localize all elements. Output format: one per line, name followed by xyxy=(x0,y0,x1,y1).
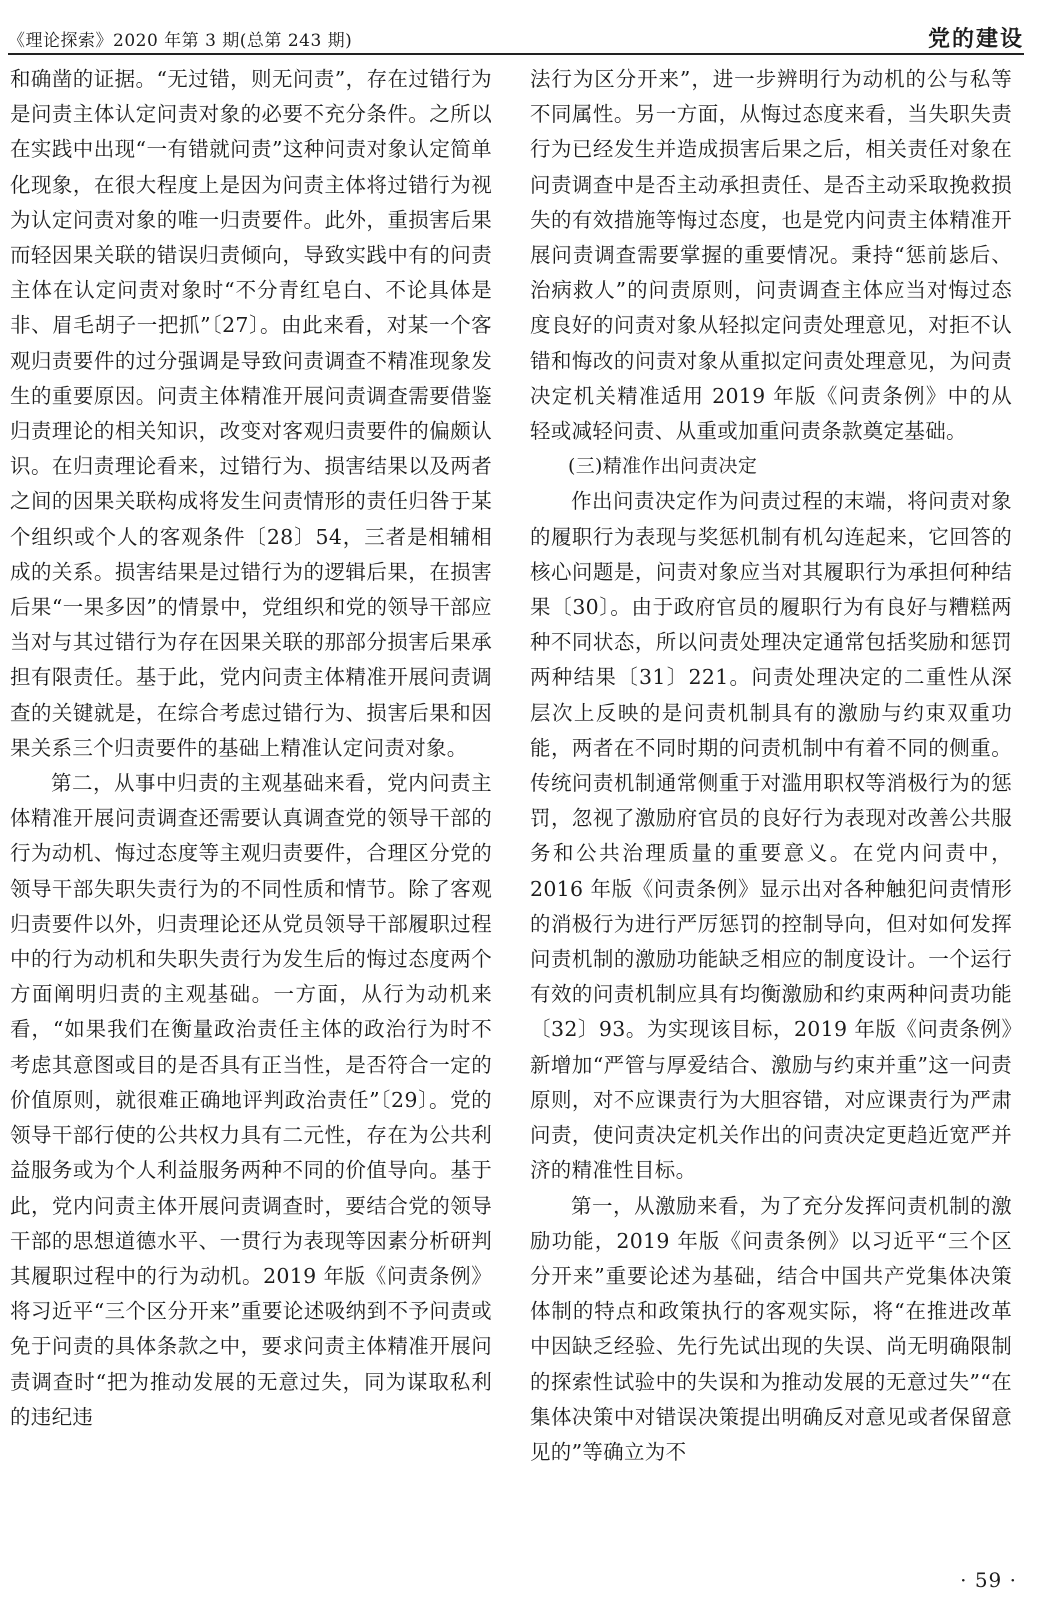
paragraph: 和确凿的证据。“无过错，则无问责”，存在过错行为是问责主体认定问责对象的必要不充分条件。之所以在实践中出现“一有错就问责”这种问责对象认定简单化现象，在很大程度上是因为问责主体将过错行为视为认定问责对象的唯一归责要件。此外，重损害后果而轻因果关联的错误归责倾向，导致实践中有的问责主体在认定问责对象时“不分青红皂白、不论具体是非、眉毛胡子一把抓”〔27〕。由此来看，对某一个客观归责要件的过分强调是导致问责调查不精准现象发生的重要原因。问责主体精准开展问责调查需要借鉴归责理论的相关知识，改变对客观归责要件的偏颇认识。在归责理论看来，过错行为、损害结果以及两者之间的因果关联构成将发生问责情形的责任归咎于某个组织或个人的客观条件〔28〕54，三者是相辅相成的关系。损害结果是过错行为的逻辑后果，在损害后果“一果多因”的情景中，党组织和党的领导干部应当对与其过错行为存在因果关联的那部分损害后果承担有限责任。基于此，党内问责主体精准开展问责调查的关键就是，在综合考虑过错行为、损害后果和因果关系三个归责要件的基础上精准认定问责对象。 xyxy=(10,67,492,760)
page-number: · 59 · xyxy=(960,1568,1017,1592)
paragraph: 第二，从事中归责的主观基础来看，党内问责主体精准开展问责调查还需要认真调查党的领导干部的行为动机、悔过态度等主观归责要件，合理区分党的领导干部失职失责行为的不同性质和情节。除了客观归责要件以外，归责理论还从党员领导干部履职过程中的行为动机和失职失责行为发生后的悔过态度两个方面阐明归责的主观基础。一方面，从行为动机来看，“如果我们在衡量政治责任主体的政治行为时不考虑其意图或目的是否具有正当性，是否符合一定的价值原则，就很难正确地评判政治责任”〔29〕。党的领导干部行使的公共权力具有二元性，存在为公共利益服务或为个人利益服务两种不同的价值导向。基于此，党内问责主体开展问责调查时，要结合党的领导干部的思想道德水平、一贯行为表现等因素分析研判其履职过程中的行为动机。2019 年版《问责条例》将习近平“三个区分开来”重要论述吸纳到不予问责或免于问责的具体条款之中，要求问责主体精准开展问责调查时“把为推动发展的无意过失，同为谋取私利的违纪违 xyxy=(10,771,492,1429)
section-title: 党的建设 xyxy=(927,27,1024,52)
journal-citation: 《理论探索》2020 年第 3 期(总第 243 期) xyxy=(8,31,353,51)
paragraph: 作出问责决定作为问责过程的末端，将问责对象的履职行为表现与奖惩机制有机勾连起来，它回答的核心问题是，问责对象应当对其履职行为承担何种结果〔30〕。由于政府官员的履职行为有良好与糟糕两种不同状态，所以问责处理决定通常包括奖励和惩罚两种结果〔31〕221。问责处理决定的二重性从深层次上反映的是问责机制具有的激励与约束双重功能，两者在不同时期的问责机制中有着不同的侧重。传统问责机制通常侧重于对滥用职权等消极行为的惩罚，忽视了激励府官员的良好行为表现对改善公共服务和公共治理质量的重要意义。在党内问责中，2016 年版《问责条例》显示出对各种触犯问责情形的消极行为进行严厉惩罚的控制导向，但对如何发挥问责机制的激励功能缺乏相应的制度设计。一个运行有效的问责机制应具有均衡激励和约束两种问责功能〔32〕93。为实现该目标，2019 年版《问责条例》新增加“严管与厚爱结合、激励与约束并重”这一问责原则，对不应课责行为大胆容错，对应课责行为严肃问责，使问责决定机关作出的问责决定更趋近宽严并济的精准性目标。 xyxy=(530,489,1012,1183)
left-column xyxy=(10,62,492,1435)
page-header xyxy=(8,14,1024,54)
subheading: (三)精准作出问责决定 xyxy=(568,455,758,478)
right-column xyxy=(530,62,1012,1470)
paragraph: 法行为区分开来”，进一步辨明行为动机的公与私等不同属性。另一方面，从悔过态度来看，当失职失责行为已经发生并造成损害后果之后，相关责任对象在问责调查中是否主动承担责任、是否主动采取挽救损失的有效措施等悔过态度，也是党内问责主体精准开展问责调查需要掌握的重要情况。秉持“惩前毖后、治病救人”的问责原则，问责调查主体应当对悔过态度良好的问责对象从轻拟定问责处理意见，对拒不认错和悔改的问责对象从重拟定问责处理意见，为问责决定机关精准适用 2019 年版《问责条例》中的从轻或减轻问责、从重或加重问责条款奠定基础。 xyxy=(530,67,1012,444)
header-rule xyxy=(8,53,1024,55)
paragraph: 第一，从激励来看，为了充分发挥问责机制的激励功能，2019 年版《问责条例》以习近平“三个区分开来”重要论述为基础，结合中国共产党集体决策体制的特点和政策执行的客观实际，将“在推进改革中因缺乏经验、先行先试出现的失误、尚无明确限制的探索性试验中的失误和为推动发展的无意过失”“在集体决策中对错误决策提出明确反对意见或者保留意见的”等确立为不 xyxy=(530,1193,1012,1464)
